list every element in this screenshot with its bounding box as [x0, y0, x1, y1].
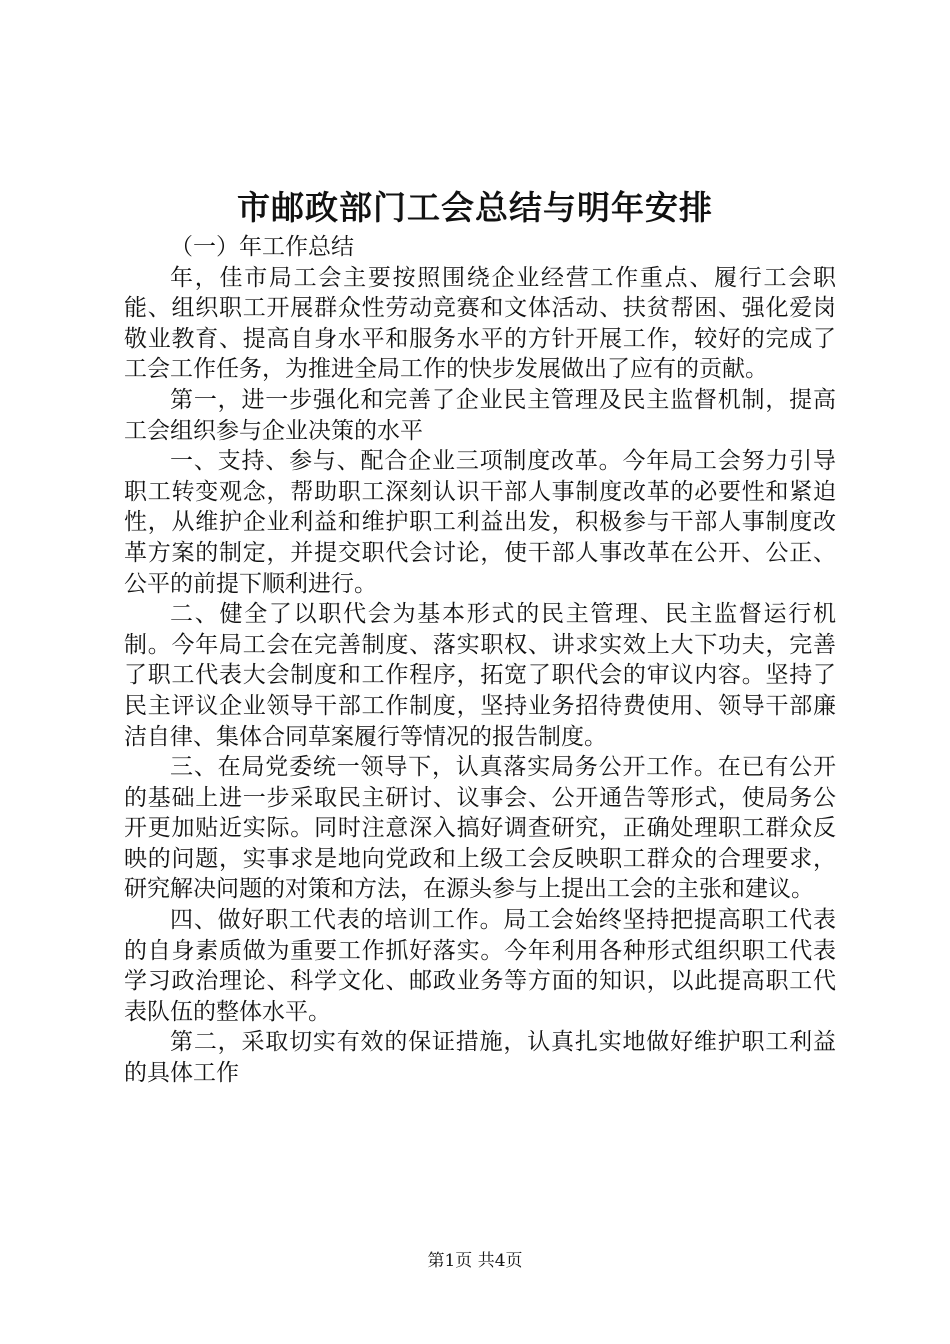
paragraph-item-one: 一、支持、参与、配合企业三项制度改革。今年局工会努力引导职工转变观念，帮助职工深刻认识干部人事制度改革的必要性和紧迫性，从维护企业利益和维护职工利益出发，积极参与干部人事制度改革方案的制定，并提交职代会讨论，使干部人事改革在公开、公正、公平的前提下顺利进行。: [124, 448, 836, 597]
paragraph-item-two: 二、健全了以职代会为基本形式的民主管理、民主监督运行机制。今年局工会在完善制度、落实职权、讲求实效上大下功夫，完善了职工代表大会制度和工作程序，拓宽了职代会的审议内容。坚持了民主评议企业领导干部工作制度，坚持业务招待费使用、领导干部廉洁自律、集体合同草案履行等情况的报告制度。: [124, 601, 836, 750]
paragraph-second-point: 第二，采取切实有效的保证措施，认真扎实地做好维护职工利益的具体工作: [124, 1029, 836, 1087]
paragraph-section-heading: （一）年工作总结: [170, 234, 354, 260]
paragraph-overview: 年，佳市局工会主要按照围绕企业经营工作重点、履行工会职能、组织职工开展群众性劳动竞赛和文体活动、扶贫帮困、强化爱岗敬业教育、提高自身水平和服务水平的方针开展工作，较好的完成了工会工作任务，为推进全局工作的快步发展做出了应有的贡献。: [124, 264, 836, 383]
document-title: 市邮政部门工会总结与明年安排: [237, 188, 713, 227]
paragraph-first-point: 第一，进一步强化和完善了企业民主管理及民主监督机制，提高工会组织参与企业决策的水平: [124, 386, 836, 444]
document-body: [124, 232, 836, 1089]
page-number-footer: 第1页 共4页: [427, 1251, 523, 1271]
paragraph-item-four: 四、做好职工代表的培训工作。局工会始终坚持把提高职工代表的自身素质做为重要工作抓好落实。今年利用各种形式组织职工代表学习政治理论、科学文化、邮政业务等方面的知识，以此提高职工代表队伍的整体水平。: [124, 907, 836, 1025]
paragraph-item-three: 三、在局党委统一领导下，认真落实局务公开工作。在已有公开的基础上进一步采取民主研讨、议事会、公开通告等形式，使局务公开更加贴近实际。同时注意深入搞好调查研究，正确处理职工群众反映的问题，实事求是地向党政和上级工会反映职工群众的合理要求，研究解决问题的对策和方法，在源头参与上提出工会的主张和建议。: [124, 754, 836, 903]
